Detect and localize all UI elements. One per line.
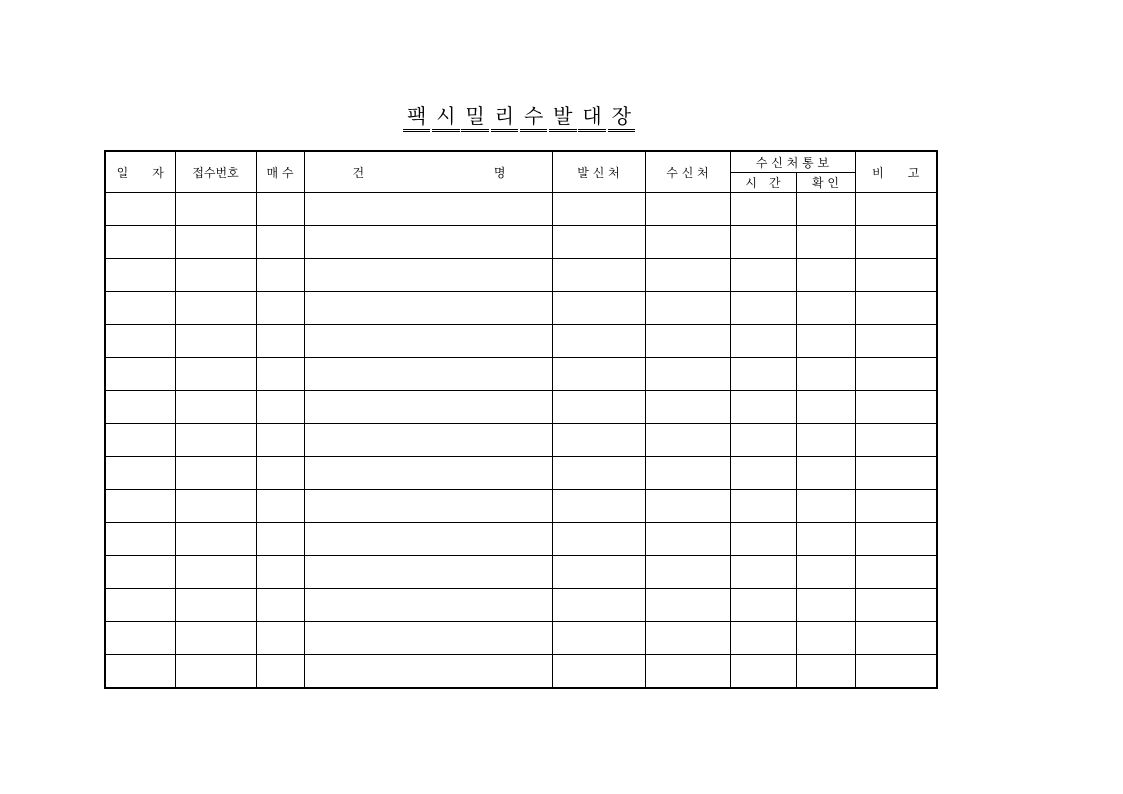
notice-confirm-cell[interactable] xyxy=(796,457,855,490)
table-row xyxy=(105,391,937,424)
date-cell[interactable] xyxy=(105,325,175,358)
remarks-cell[interactable] xyxy=(855,622,937,655)
receipt-number-cell[interactable] xyxy=(175,523,256,556)
sender-cell[interactable] xyxy=(552,193,645,226)
sender-cell[interactable] xyxy=(552,259,645,292)
notice-confirm-cell[interactable] xyxy=(796,259,855,292)
subject-cell[interactable] xyxy=(304,622,552,655)
subject-cell[interactable] xyxy=(304,523,552,556)
notice-time-cell[interactable] xyxy=(730,358,796,391)
title-char: 발 xyxy=(549,104,576,132)
subject-cell[interactable] xyxy=(304,325,552,358)
date-cell[interactable] xyxy=(105,556,175,589)
header-subject xyxy=(304,151,552,193)
notice-time-cell[interactable] xyxy=(730,292,796,325)
pages-cell[interactable] xyxy=(256,226,304,259)
header-pages: 매 수 xyxy=(256,151,304,193)
table-row xyxy=(105,556,937,589)
header-sender: 발 신 처 xyxy=(552,151,645,193)
remarks-cell[interactable] xyxy=(855,457,937,490)
title-char: 밀 xyxy=(461,104,488,132)
header-subject-left: 건 xyxy=(352,165,365,180)
date-cell[interactable] xyxy=(105,622,175,655)
receipt-number-cell[interactable] xyxy=(175,490,256,523)
notice-confirm-cell[interactable] xyxy=(796,358,855,391)
receipt-number-cell[interactable] xyxy=(175,193,256,226)
date-cell[interactable] xyxy=(105,226,175,259)
date-cell[interactable] xyxy=(105,490,175,523)
pages-cell[interactable] xyxy=(256,556,304,589)
table-row xyxy=(105,424,937,457)
recipient-cell[interactable] xyxy=(645,655,730,689)
pages-cell[interactable] xyxy=(256,259,304,292)
sender-cell[interactable] xyxy=(552,622,645,655)
subject-cell[interactable] xyxy=(304,193,552,226)
date-cell[interactable] xyxy=(105,523,175,556)
pages-cell[interactable] xyxy=(256,589,304,622)
receipt-number-cell[interactable] xyxy=(175,226,256,259)
sender-cell[interactable] xyxy=(552,424,645,457)
remarks-cell[interactable] xyxy=(855,589,937,622)
sender-cell[interactable] xyxy=(552,325,645,358)
table-row xyxy=(105,226,937,259)
recipient-cell[interactable] xyxy=(645,358,730,391)
header-notice-group: 수 신 처 통 보 xyxy=(730,151,855,173)
notice-time-cell[interactable] xyxy=(730,325,796,358)
ledger-body xyxy=(105,193,937,689)
remarks-cell[interactable] xyxy=(855,523,937,556)
notice-time-cell[interactable] xyxy=(730,556,796,589)
pages-cell[interactable] xyxy=(256,358,304,391)
remarks-cell[interactable] xyxy=(855,325,937,358)
recipient-cell[interactable] xyxy=(645,424,730,457)
remarks-cell[interactable] xyxy=(855,655,937,689)
pages-cell[interactable] xyxy=(256,424,304,457)
subject-cell[interactable] xyxy=(304,259,552,292)
pages-cell[interactable] xyxy=(256,325,304,358)
receipt-number-cell[interactable] xyxy=(175,556,256,589)
recipient-cell[interactable] xyxy=(645,457,730,490)
header-notice-confirm: 확 인 xyxy=(796,173,855,193)
notice-time-cell[interactable] xyxy=(730,226,796,259)
table-row xyxy=(105,589,937,622)
date-cell[interactable] xyxy=(105,589,175,622)
subject-cell[interactable] xyxy=(304,358,552,391)
notice-time-cell[interactable] xyxy=(730,622,796,655)
pages-cell[interactable] xyxy=(256,655,304,689)
recipient-cell[interactable] xyxy=(645,193,730,226)
recipient-cell[interactable] xyxy=(645,523,730,556)
pages-cell[interactable] xyxy=(256,457,304,490)
notice-confirm-cell[interactable] xyxy=(796,589,855,622)
sender-cell[interactable] xyxy=(552,457,645,490)
notice-time-cell[interactable] xyxy=(730,655,796,689)
sender-cell[interactable] xyxy=(552,556,645,589)
subject-cell[interactable] xyxy=(304,490,552,523)
subject-cell[interactable] xyxy=(304,655,552,689)
title-char: 대 xyxy=(578,104,605,132)
recipient-cell[interactable] xyxy=(645,589,730,622)
recipient-cell[interactable] xyxy=(645,226,730,259)
header-recipient: 수 신 처 xyxy=(645,151,730,193)
recipient-cell[interactable] xyxy=(645,622,730,655)
date-cell[interactable] xyxy=(105,292,175,325)
notice-confirm-cell[interactable] xyxy=(796,622,855,655)
date-cell[interactable] xyxy=(105,457,175,490)
pages-cell[interactable] xyxy=(256,523,304,556)
table-row xyxy=(105,259,937,292)
header-date: 일 자 xyxy=(105,151,175,193)
notice-time-cell[interactable] xyxy=(730,589,796,622)
pages-cell[interactable] xyxy=(256,193,304,226)
recipient-cell[interactable] xyxy=(645,259,730,292)
recipient-cell[interactable] xyxy=(645,490,730,523)
receipt-number-cell[interactable] xyxy=(175,259,256,292)
recipient-cell[interactable] xyxy=(645,292,730,325)
remarks-cell[interactable] xyxy=(855,226,937,259)
pages-cell[interactable] xyxy=(256,292,304,325)
notice-confirm-cell[interactable] xyxy=(796,292,855,325)
notice-confirm-cell[interactable] xyxy=(796,391,855,424)
date-cell[interactable] xyxy=(105,193,175,226)
remarks-cell[interactable] xyxy=(855,424,937,457)
table-row xyxy=(105,655,937,689)
title-char: 수 xyxy=(520,104,547,132)
remarks-cell[interactable] xyxy=(855,391,937,424)
remarks-cell[interactable] xyxy=(855,292,937,325)
table-row xyxy=(105,292,937,325)
notice-time-cell[interactable] xyxy=(730,391,796,424)
date-cell[interactable] xyxy=(105,358,175,391)
receipt-number-cell[interactable] xyxy=(175,358,256,391)
sender-cell[interactable] xyxy=(552,523,645,556)
table-row xyxy=(105,523,937,556)
subject-cell[interactable] xyxy=(304,556,552,589)
notice-confirm-cell[interactable] xyxy=(796,523,855,556)
subject-cell[interactable] xyxy=(304,226,552,259)
recipient-cell[interactable] xyxy=(645,556,730,589)
receipt-number-cell[interactable] xyxy=(175,391,256,424)
notice-confirm-cell[interactable] xyxy=(796,490,855,523)
subject-cell[interactable] xyxy=(304,589,552,622)
pages-cell[interactable] xyxy=(256,391,304,424)
subject-cell[interactable] xyxy=(304,457,552,490)
fax-ledger-table xyxy=(104,150,938,689)
subject-cell[interactable] xyxy=(304,391,552,424)
remarks-cell[interactable] xyxy=(855,358,937,391)
table-row xyxy=(105,325,937,358)
recipient-cell[interactable] xyxy=(645,391,730,424)
date-cell[interactable] xyxy=(105,259,175,292)
sender-cell[interactable] xyxy=(552,589,645,622)
notice-confirm-cell[interactable] xyxy=(796,325,855,358)
table-row xyxy=(105,358,937,391)
table-row xyxy=(105,457,937,490)
header-subject-right: 명 xyxy=(493,165,506,180)
notice-confirm-cell[interactable] xyxy=(796,226,855,259)
receipt-number-cell[interactable] xyxy=(175,655,256,689)
receipt-number-cell[interactable] xyxy=(175,589,256,622)
receipt-number-cell[interactable] xyxy=(175,292,256,325)
sender-cell[interactable] xyxy=(552,655,645,689)
title-char: 시 xyxy=(432,104,459,132)
remarks-cell[interactable] xyxy=(855,490,937,523)
date-cell[interactable] xyxy=(105,655,175,689)
subject-cell[interactable] xyxy=(304,292,552,325)
notice-confirm-cell[interactable] xyxy=(796,655,855,689)
receipt-number-cell[interactable] xyxy=(175,424,256,457)
notice-confirm-cell[interactable] xyxy=(796,193,855,226)
notice-time-cell[interactable] xyxy=(730,259,796,292)
sender-cell[interactable] xyxy=(552,490,645,523)
pages-cell[interactable] xyxy=(256,490,304,523)
receipt-number-cell[interactable] xyxy=(175,622,256,655)
remarks-cell[interactable] xyxy=(855,259,937,292)
title-char: 리 xyxy=(491,104,518,132)
title-char: 장 xyxy=(608,104,635,132)
receipt-number-cell[interactable] xyxy=(175,325,256,358)
notice-confirm-cell[interactable] xyxy=(796,556,855,589)
date-cell[interactable] xyxy=(105,391,175,424)
remarks-cell[interactable] xyxy=(855,193,937,226)
page-title xyxy=(403,104,635,132)
sender-cell[interactable] xyxy=(552,292,645,325)
notice-time-cell[interactable] xyxy=(730,523,796,556)
header-row xyxy=(105,151,937,173)
notice-time-cell[interactable] xyxy=(730,457,796,490)
header-remarks: 비 고 xyxy=(855,151,937,193)
title-char: 팩 xyxy=(403,104,430,132)
sender-cell[interactable] xyxy=(552,226,645,259)
date-cell[interactable] xyxy=(105,424,175,457)
sender-cell[interactable] xyxy=(552,391,645,424)
remarks-cell[interactable] xyxy=(855,556,937,589)
header-receipt-number: 접수번호 xyxy=(175,151,256,193)
pages-cell[interactable] xyxy=(256,622,304,655)
recipient-cell[interactable] xyxy=(645,325,730,358)
notice-time-cell[interactable] xyxy=(730,490,796,523)
table-row xyxy=(105,622,937,655)
header-notice-time: 시 간 xyxy=(730,173,796,193)
notice-confirm-cell[interactable] xyxy=(796,424,855,457)
receipt-number-cell[interactable] xyxy=(175,457,256,490)
sender-cell[interactable] xyxy=(552,358,645,391)
notice-time-cell[interactable] xyxy=(730,193,796,226)
subject-cell[interactable] xyxy=(304,424,552,457)
notice-time-cell[interactable] xyxy=(730,424,796,457)
table-row xyxy=(105,490,937,523)
table-row xyxy=(105,193,937,226)
